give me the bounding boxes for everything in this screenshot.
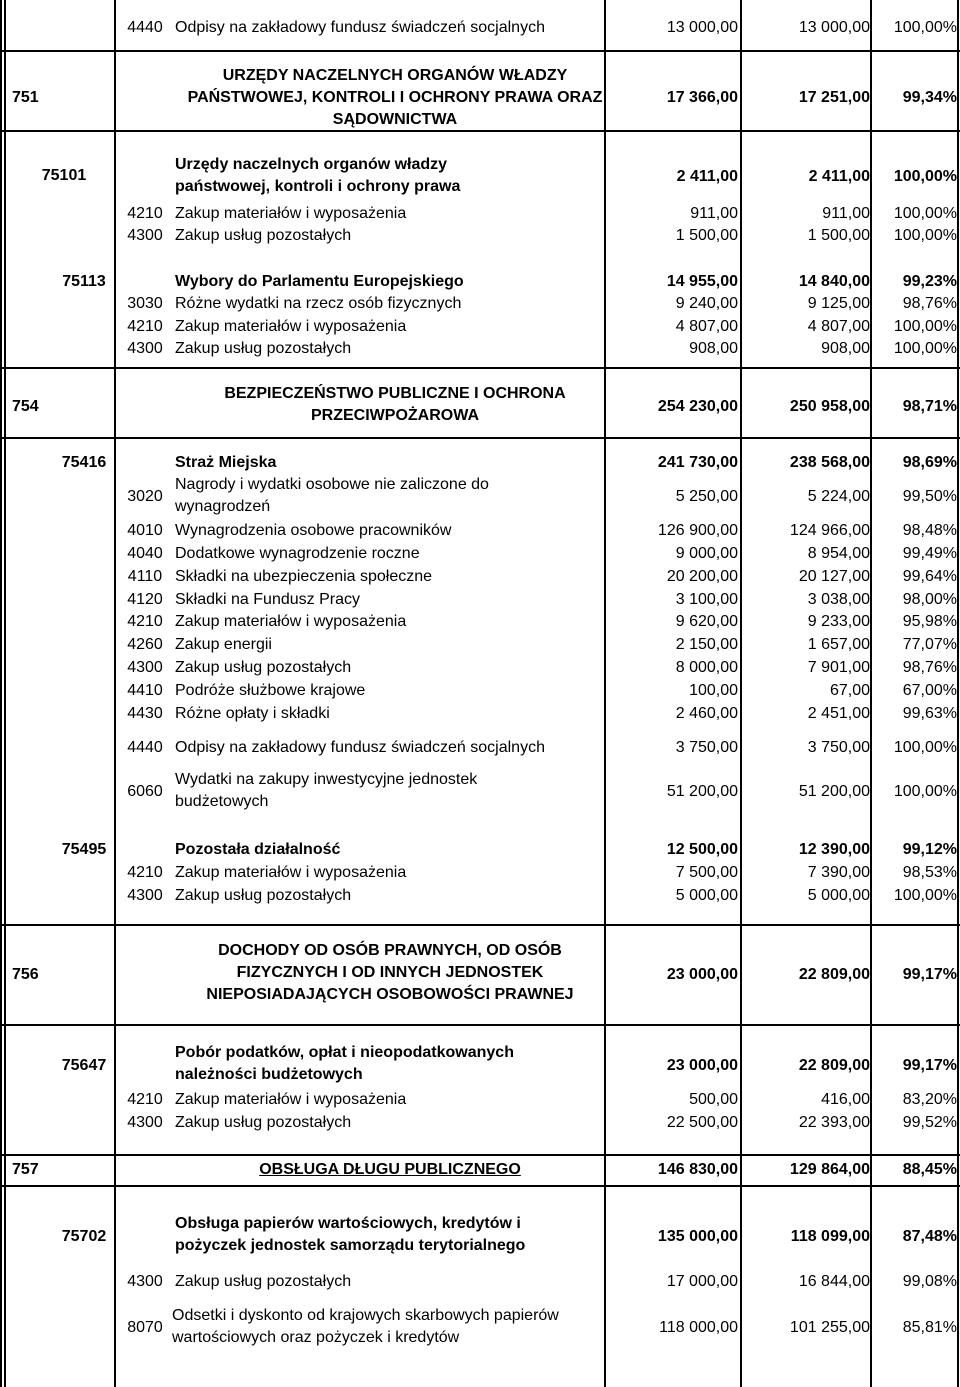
paragraph-code: 4440 <box>127 739 163 756</box>
item-name: DOCHODY OD OSÓB PRAWNYCH, OD OSÓB FIZYCZNYCH I OD INNYCH JEDNOSTEK NIEPOSIADAJĄCYCH OSOBOWOŚCI PRAWNEJ <box>206 942 574 1003</box>
execution-percent: 98,71% <box>902 398 957 415</box>
table-border <box>957 0 959 1387</box>
execution-amount: 7 901,00 <box>807 659 870 676</box>
execution-percent: 99,63% <box>902 705 957 722</box>
chapter-code: 75113 <box>62 273 106 290</box>
item-name: Pobór podatków, opłat i nieopodatkowanych należności budżetowych <box>175 1044 514 1083</box>
item-name: Zakup materiałów i wyposażenia <box>175 1091 407 1108</box>
paragraph-code: 4430 <box>127 705 163 722</box>
execution-percent: 95,98% <box>902 613 957 630</box>
execution-percent: 98,53% <box>902 864 957 881</box>
execution-percent: 87,48% <box>902 1228 957 1245</box>
plan-amount: 4 807,00 <box>675 318 738 335</box>
execution-percent: 100,00% <box>893 19 957 36</box>
execution-percent: 99,64% <box>902 568 957 585</box>
plan-amount: 911,00 <box>690 205 738 222</box>
table-row <box>0 154 960 200</box>
division-code: 754 <box>12 398 39 415</box>
execution-amount: 101 255,00 <box>789 1319 870 1336</box>
paragraph-code: 4210 <box>127 318 163 335</box>
execution-amount: 3 750,00 <box>807 739 870 756</box>
execution-percent: 100,00% <box>893 205 957 222</box>
division-code: 751 <box>12 89 39 106</box>
plan-amount: 2 150,00 <box>675 636 738 653</box>
plan-amount: 13 000,00 <box>666 19 738 36</box>
plan-amount: 100,00 <box>689 682 738 699</box>
table-row <box>0 65 960 131</box>
execution-percent: 100,00% <box>893 739 957 756</box>
paragraph-code: 4120 <box>127 591 163 608</box>
execution-amount: 1 657,00 <box>807 636 870 653</box>
row-divider <box>0 367 960 369</box>
item-name: Odpisy na zakładowy fundusz świadczeń socjalnych <box>175 19 545 36</box>
item-name: Zakup usług pozostałych <box>175 227 352 244</box>
chapter-code: 75702 <box>61 1228 107 1245</box>
execution-percent: 77,07% <box>902 636 957 653</box>
execution-percent: 100,00% <box>893 340 957 357</box>
plan-amount: 23 000,00 <box>666 1057 738 1074</box>
plan-amount: 126 900,00 <box>657 522 738 539</box>
execution-percent: 99,23% <box>902 273 957 290</box>
execution-amount: 8 954,00 <box>807 545 870 562</box>
division-code: 756 <box>12 966 39 983</box>
execution-percent: 88,45% <box>902 1161 957 1178</box>
item-name: OBSŁUGA DŁUGU PUBLICZNEGO <box>259 1161 521 1178</box>
execution-amount: 5 224,00 <box>807 488 870 505</box>
plan-amount: 1 500,00 <box>675 227 738 244</box>
item-name: Podróże służbowe krajowe <box>175 682 366 699</box>
item-name: Zakup usług pozostałych <box>175 1273 352 1290</box>
execution-percent: 99,17% <box>902 1057 957 1074</box>
plan-amount: 500,00 <box>689 1091 738 1108</box>
plan-amount: 9 620,00 <box>675 613 738 630</box>
execution-amount: 4 807,00 <box>807 318 870 335</box>
execution-percent: 99,08% <box>902 1273 957 1290</box>
table-row <box>0 1042 960 1088</box>
execution-percent: 99,34% <box>902 89 957 106</box>
item-name: Składki na ubezpieczenia społeczne <box>175 568 433 585</box>
chapter-code: 75495 <box>61 841 107 858</box>
execution-amount: 2 411,00 <box>808 168 870 185</box>
item-name: Straż Miejska <box>175 454 277 471</box>
paragraph-code: 4300 <box>127 659 163 676</box>
paragraph-code: 4110 <box>127 568 163 585</box>
row-divider <box>0 437 960 439</box>
paragraph-code: 4300 <box>127 887 163 904</box>
execution-percent: 98,00% <box>902 591 957 608</box>
chapter-code: 75416 <box>61 454 107 471</box>
item-name: Pozostała działalność <box>175 841 341 858</box>
execution-amount: 250 958,00 <box>789 398 870 415</box>
row-divider <box>0 50 960 52</box>
item-name: Wynagrodzenia osobowe pracowników <box>175 522 452 539</box>
plan-amount: 17 000,00 <box>666 1273 738 1290</box>
paragraph-code: 4440 <box>127 19 163 36</box>
row-divider <box>0 1185 960 1187</box>
plan-amount: 22 500,00 <box>666 1114 738 1131</box>
execution-percent: 98,69% <box>902 454 957 471</box>
paragraph-code: 4010 <box>127 522 163 539</box>
item-name: Urzędy naczelnych organów władzy państwowej, kontroli i ochrony prawa <box>175 156 461 195</box>
execution-amount: 118 099,00 <box>790 1228 870 1245</box>
item-name: Dodatkowe wynagrodzenie roczne <box>175 545 420 562</box>
execution-amount: 5 000,00 <box>807 887 870 904</box>
execution-amount: 12 390,00 <box>798 841 870 858</box>
execution-percent: 99,17% <box>902 966 957 983</box>
table-row <box>0 1213 960 1259</box>
plan-amount: 2 460,00 <box>675 705 738 722</box>
row-divider <box>0 1154 960 1156</box>
paragraph-code: 6060 <box>127 783 163 800</box>
execution-percent: 98,48% <box>902 522 957 539</box>
row-divider <box>0 1024 960 1026</box>
execution-amount: 1 500,00 <box>807 227 870 244</box>
paragraph-code: 4040 <box>127 545 163 562</box>
execution-amount: 22 809,00 <box>798 1057 870 1074</box>
plan-amount: 5 000,00 <box>675 887 738 904</box>
plan-amount: 8 000,00 <box>675 659 738 676</box>
item-name: Odpisy na zakładowy fundusz świadczeń socjalnych <box>175 739 545 756</box>
execution-amount: 908,00 <box>821 340 870 357</box>
execution-percent: 99,12% <box>902 841 957 858</box>
plan-amount: 23 000,00 <box>666 966 738 983</box>
row-divider <box>0 924 960 926</box>
table-row <box>0 940 960 1010</box>
chapter-code: 75101 <box>41 167 87 184</box>
execution-percent: 100,00% <box>893 887 957 904</box>
item-name: Wybory do Parlamentu Europejskiego <box>175 273 464 290</box>
plan-amount: 3 100,00 <box>675 591 738 608</box>
execution-amount: 124 966,00 <box>789 522 870 539</box>
execution-amount: 16 844,00 <box>798 1273 870 1290</box>
plan-amount: 908,00 <box>689 340 738 357</box>
plan-amount: 241 730,00 <box>657 454 738 471</box>
division-code: 757 <box>12 1161 39 1178</box>
execution-amount: 14 840,00 <box>798 273 870 290</box>
item-name: BEZPIECZEŃSTWO PUBLICZNE I OCHRONA PRZECIWPOŻAROWA <box>224 385 566 424</box>
table-row <box>0 769 960 815</box>
execution-percent: 99,52% <box>902 1114 957 1131</box>
plan-amount: 17 366,00 <box>666 89 738 106</box>
execution-percent: 100,00% <box>893 168 957 185</box>
execution-percent: 100,00% <box>893 318 957 335</box>
execution-amount: 238 568,00 <box>789 454 870 471</box>
execution-percent: 85,81% <box>902 1319 957 1336</box>
plan-amount: 118 000,00 <box>659 1319 738 1336</box>
item-name: Zakup usług pozostałych <box>175 887 352 904</box>
execution-amount: 51 200,00 <box>798 783 870 800</box>
execution-amount: 9 233,00 <box>807 613 870 630</box>
execution-amount: 17 251,00 <box>798 89 870 106</box>
plan-amount: 20 200,00 <box>666 568 738 585</box>
column-divider <box>114 0 116 1387</box>
item-name: Składki na Fundusz Pracy <box>175 591 360 608</box>
paragraph-code: 4210 <box>127 205 163 222</box>
plan-amount: 3 750,00 <box>675 739 738 756</box>
paragraph-code: 4300 <box>127 227 163 244</box>
execution-amount: 911,00 <box>822 205 870 222</box>
item-name: Różne wydatki na rzecz osób fizycznych <box>175 295 462 312</box>
plan-amount: 14 955,00 <box>666 273 738 290</box>
paragraph-code: 4300 <box>127 340 163 357</box>
paragraph-code: 4410 <box>127 682 163 699</box>
item-name: Zakup usług pozostałych <box>175 340 352 357</box>
chapter-code: 75647 <box>61 1057 107 1074</box>
plan-amount: 9 240,00 <box>675 295 738 312</box>
plan-amount: 135 000,00 <box>657 1228 738 1245</box>
item-name: Nagrody i wydatki osobowe nie zaliczone do wynagrodzeń <box>175 476 489 515</box>
item-name: Zakup materiałów i wyposażenia <box>175 205 407 222</box>
item-name: Zakup usług pozostałych <box>175 659 352 676</box>
plan-amount: 2 411,00 <box>676 168 738 185</box>
plan-amount: 9 000,00 <box>675 545 738 562</box>
paragraph-code: 3020 <box>127 488 163 505</box>
plan-amount: 5 250,00 <box>675 488 738 505</box>
paragraph-code: 4210 <box>127 613 163 630</box>
table-row <box>0 383 960 429</box>
plan-amount: 7 500,00 <box>675 864 738 881</box>
execution-amount: 416,00 <box>821 1091 870 1108</box>
execution-amount: 22 393,00 <box>798 1114 870 1131</box>
plan-amount: 146 830,00 <box>657 1161 738 1178</box>
table-row <box>0 474 960 520</box>
execution-percent: 100,00% <box>893 227 957 244</box>
execution-percent: 100,00% <box>893 783 957 800</box>
table-row <box>0 1305 960 1351</box>
execution-amount: 20 127,00 <box>798 568 870 585</box>
item-name: Wydatki na zakupy inwestycyjne jednostek budżetowych <box>175 771 478 810</box>
execution-percent: 98,76% <box>902 295 957 312</box>
paragraph-code: 4210 <box>127 1091 163 1108</box>
execution-amount: 67,00 <box>829 682 870 699</box>
paragraph-code: 4210 <box>127 864 163 881</box>
execution-amount: 22 809,00 <box>798 966 870 983</box>
execution-amount: 2 451,00 <box>807 705 870 722</box>
execution-amount: 9 125,00 <box>807 295 870 312</box>
execution-amount: 3 038,00 <box>807 591 870 608</box>
item-name: Zakup materiałów i wyposażenia <box>175 613 407 630</box>
paragraph-code: 4300 <box>127 1114 163 1131</box>
item-name: Zakup materiałów i wyposażenia <box>175 864 407 881</box>
item-name: Zakup energii <box>175 636 272 653</box>
execution-percent: 99,49% <box>902 545 957 562</box>
execution-amount: 13 000,00 <box>798 19 870 36</box>
paragraph-code: 8070 <box>127 1319 163 1336</box>
item-name: URZĘDY NACZELNYCH ORGANÓW WŁADZY PAŃSTWOWEJ, KONTROLI I OCHRONY PRAWA ORAZ SĄDOWNICTWA <box>187 67 603 128</box>
paragraph-code: 4260 <box>127 636 163 653</box>
execution-percent: 99,50% <box>902 488 957 505</box>
item-name: Różne opłaty i składki <box>175 705 330 722</box>
item-name: Odsetki i dyskonto od krajowych skarbowych papierów wartościowych oraz pożyczek i kredytów <box>172 1307 559 1346</box>
paragraph-code: 3030 <box>127 295 163 312</box>
plan-amount: 254 230,00 <box>657 398 738 415</box>
execution-percent: 83,20% <box>902 1091 957 1108</box>
plan-amount: 12 500,00 <box>666 841 738 858</box>
plan-amount: 51 200,00 <box>666 783 738 800</box>
item-name: Zakup materiałów i wyposażenia <box>175 318 407 335</box>
item-name: Obsługa papierów wartościowych, kredytów i pożyczek jednostek samorządu terytorialnego <box>175 1215 526 1254</box>
execution-amount: 129 864,00 <box>789 1161 870 1178</box>
execution-percent: 98,76% <box>902 659 957 676</box>
paragraph-code: 4300 <box>127 1273 163 1290</box>
execution-amount: 7 390,00 <box>807 864 870 881</box>
item-name: Zakup usług pozostałych <box>175 1114 352 1131</box>
execution-percent: 67,00% <box>902 682 957 699</box>
